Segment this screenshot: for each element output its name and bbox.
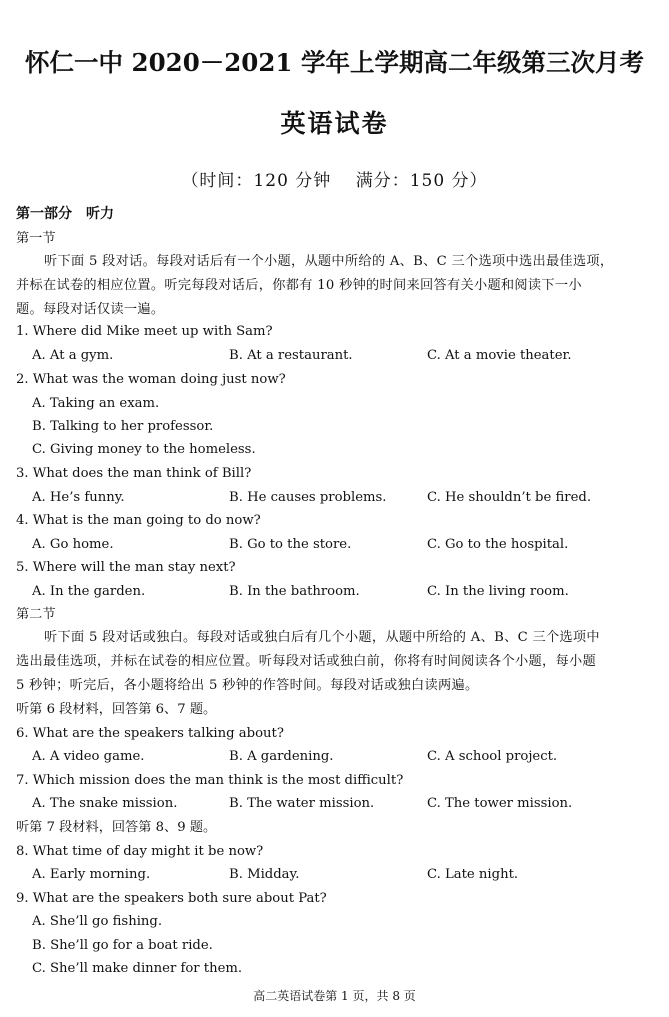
question-5: 5. Where will the man stay next? (16, 560, 236, 575)
option-a: A. A video game. (32, 749, 145, 764)
option-c: C. Late night. (427, 867, 519, 882)
instruction-line: 题。每段对话仅读一遍。 (16, 302, 165, 317)
option-c: C. Giving money to the homeless. (32, 442, 256, 457)
option-c: C. At a movie theater. (427, 348, 572, 363)
question-2: 2. What was the woman doing just now? (16, 372, 286, 387)
section2-instructions (16, 626, 654, 698)
instruction-line: 并标在试卷的相应位置。听完每段对话后，你都有 10 秒钟的时间来回答有关小题和阅读下一小 (16, 278, 582, 293)
section2-label: 第二节 (16, 607, 56, 622)
option-b: B. At a restaurant. (229, 348, 353, 363)
option-a: A. She’ll go fishing. (32, 914, 163, 929)
instruction-line: 听下面 5 段对话或独白。每段对话或独白后有几个小题，从题中所给的 A、B、C 三个选项中 (44, 630, 600, 645)
part1-heading: 第一部分 听力 (16, 206, 114, 222)
question-7: 7. Which mission does the man think is the most difficult? (16, 773, 404, 788)
material-6-note: 听第 6 段材料，回答第 6、7 题。 (16, 702, 217, 717)
option-a: A. He’s funny. (32, 490, 125, 505)
section1-instructions (16, 250, 654, 322)
exam-title: 怀仁一中 2020－2021 学年上学期高二年级第三次月考 (25, 48, 644, 77)
question-6: 6. What are the speakers talking about? (16, 726, 284, 741)
material-7-note: 听第 7 段材料，回答第 8、9 题。 (16, 820, 217, 835)
instruction-line: 选出最佳选项，并标在试卷的相应位置。听每段对话或独白前，你将有时间阅读各个小题，每小题 (16, 654, 596, 669)
option-c: C. A school project. (427, 749, 558, 764)
option-b: B. She’ll go for a boat ride. (32, 938, 213, 953)
option-a: A. Go home. (32, 537, 114, 552)
instruction-line: 听下面 5 段对话。每段对话后有一个小题，从题中所给的 A、B、C 三个选项中选出最佳选项， (44, 254, 614, 269)
option-c: C. She’ll make dinner for them. (32, 961, 243, 976)
option-a: A. At a gym. (32, 348, 114, 363)
question-8: 8. What time of day might it be now? (16, 844, 264, 859)
section1-label: 第一节 (16, 231, 56, 246)
option-c: C. Go to the hospital. (427, 537, 569, 552)
question-1: 1. Where did Mike meet up with Sam? (16, 324, 273, 339)
question-3: 3. What does the man think of Bill? (16, 466, 252, 481)
option-b: B. Talking to her professor. (32, 419, 214, 434)
option-b: B. He causes problems. (229, 490, 387, 505)
question-9: 9. What are the speakers both sure about Pat? (16, 891, 327, 906)
option-c: C. He shouldn’t be fired. (427, 490, 592, 505)
option-c: C. The tower mission. (427, 796, 573, 811)
option-b: B. A gardening. (229, 749, 334, 764)
exam-subject: 英语试卷 (280, 109, 389, 138)
option-a: A. The snake mission. (32, 796, 178, 811)
option-c: C. In the living room. (427, 584, 569, 599)
option-b: B. In the bathroom. (229, 584, 360, 599)
option-a: A. In the garden. (32, 584, 146, 599)
option-a: A. Early morning. (32, 867, 151, 882)
option-a: A. Taking an exam. (32, 396, 160, 411)
option-b: B. The water mission. (229, 796, 375, 811)
question-4: 4. What is the man going to do now? (16, 513, 261, 528)
option-b: B. Midday. (229, 867, 300, 882)
time-score-info: （时间：120 分钟 满分：150 分） (181, 171, 488, 191)
option-b: B. Go to the store. (229, 537, 352, 552)
page-footer: 高二英语试卷第 1 页，共 8 页 (253, 989, 416, 1003)
instruction-line: 5 秒钟；听完后，各小题将给出 5 秒钟的作答时间。每段对话或独白读两遍。 (16, 678, 479, 693)
